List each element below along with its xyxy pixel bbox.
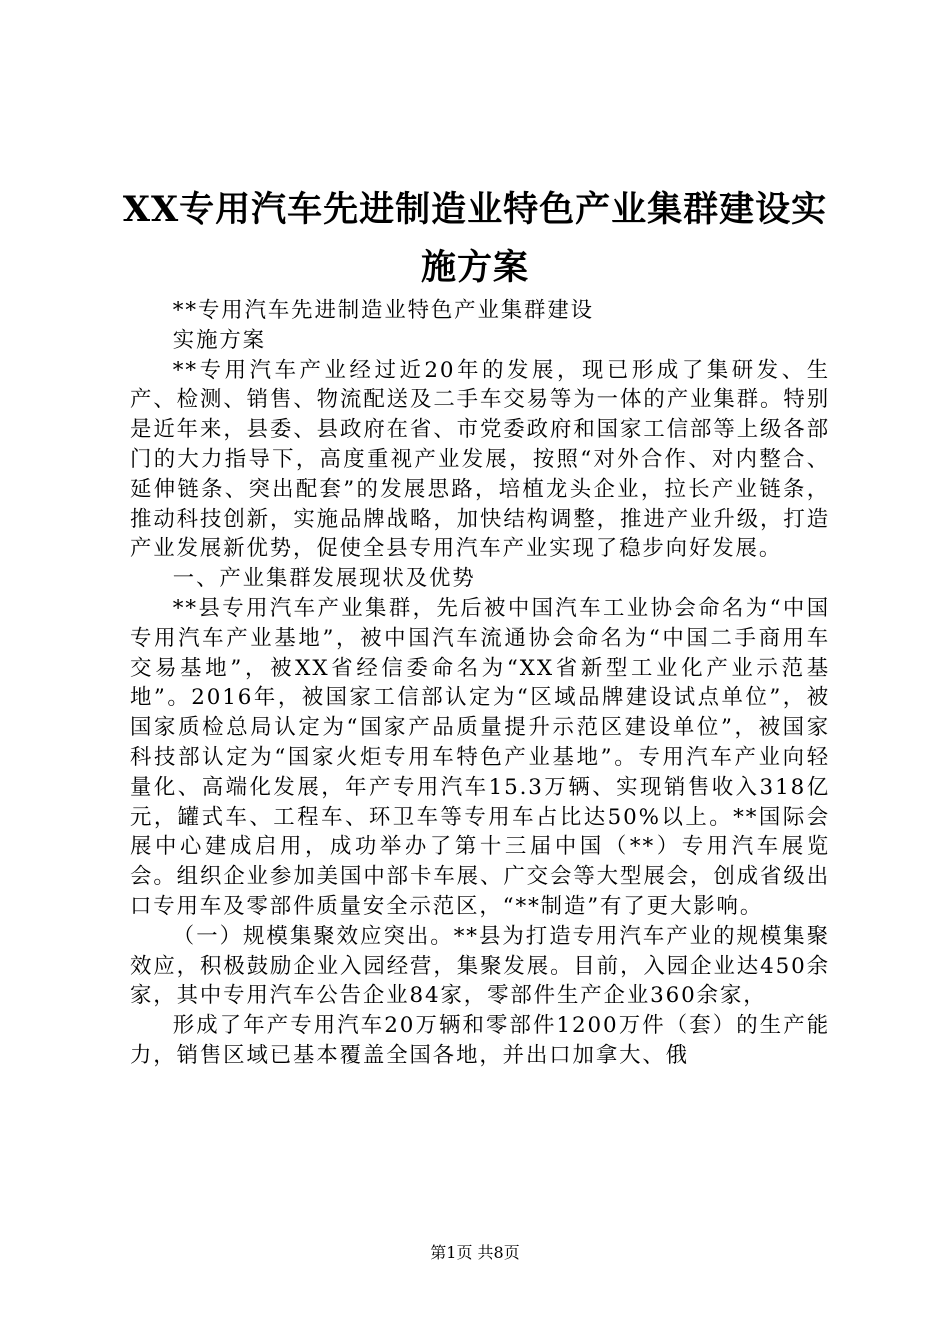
document-body	[130, 296, 830, 1071]
paragraph-status: **县专用汽车产业集群，先后被中国汽车工业协会命名为“中国专用汽车产业基地”，被中国汽车流通协会命名为“中国二手商用车交易基地”，被XX省经信委命名为“XX省新型工业化产业示范基地”。2016年，被国家工信部认定为“区域品牌建设试点单位”，被国家质检总局认定为“国家产品质量提升示范区建设单位”，被国家科技部认定为“国家火炬专用车特色产业基地”。专用汽车产业向轻量化、高端化发展，年产专用汽车15.3万辆、实现销售收入318亿元，罐式车、工程车、环卫车等专用车占比达50%以上。**国际会展中心建成启用，成功举办了第十三届中国（**）专用汽车展览会。组织企业参加美国中部卡车展、广交会等大型展会，创成省级出口专用车及零部件质量安全示范区，“**制造”有了更大影响。	[130, 595, 830, 919]
paragraph-intro: **专用汽车产业经过近20年的发展，现已形成了集研发、生产、检测、销售、物流配送及二手车交易等为一体的产业集群。特别是近年来，县委、县政府在省、市党委政府和国家工信部等上级各部门的大力指导下，高度重视产业发展，按照“对外合作、对内整合、延伸链条、突出配套”的发展思路，培植龙头企业，拉长产业链条，推动科技创新，实施品牌战略，加快结构调整，推进产业升级，打造产业发展新优势，促使全县专用汽车产业实现了稳步向好发展。	[130, 357, 830, 562]
section-heading: 一、产业集群发展现状及优势	[172, 566, 476, 592]
document-title-line-1: XX专用汽车先进制造业特色产业集群建设实	[122, 189, 828, 230]
page-footer: 第1页 共8页	[430, 1243, 520, 1262]
paragraph-capacity: 形成了年产专用汽车20万辆和零部件1200万件（套）的生产能力，销售区域已基本覆盖全国各地，并出口加拿大、俄	[130, 1013, 830, 1068]
paragraph-scale: （一）规模集聚效应突出。**县为打造专用汽车产业的规模集聚效应，积极鼓励企业入园经营，集聚发展。目前，入园企业达450余家，其中专用汽车公告企业84家，零部件生产企业360余家，	[130, 923, 830, 1009]
paragraph-subtitle: **专用汽车先进制造业特色产业集群建设	[172, 298, 594, 323]
paragraph-subtitle-cont: 实施方案	[172, 327, 266, 353]
document-title-line-2: 施方案	[420, 247, 529, 288]
